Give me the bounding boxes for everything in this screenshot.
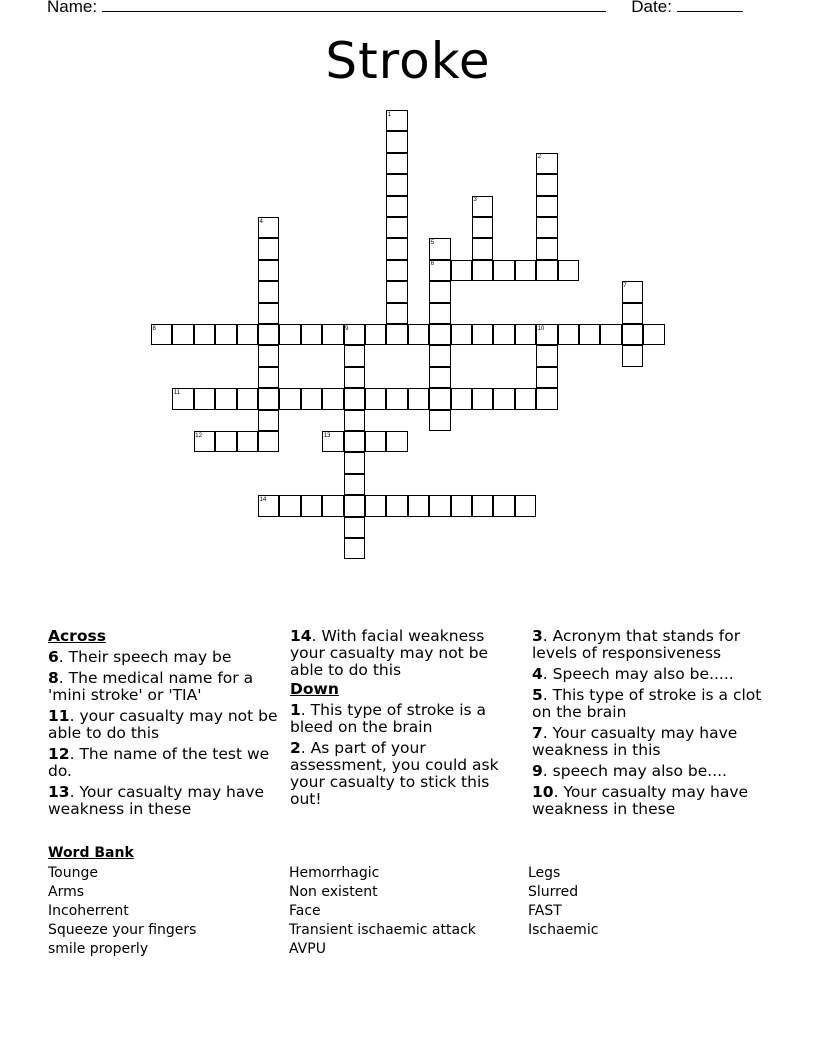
crossword-cell[interactable] (600, 324, 621, 345)
clue-separator: . (69, 783, 80, 801)
clue-number: 4 (532, 665, 543, 683)
clue-number: 2 (290, 739, 301, 757)
clue-number-label: 7 (623, 282, 627, 289)
word-bank-item: Arms (48, 884, 85, 900)
clue-item (48, 708, 278, 742)
crossword-cell[interactable] (258, 238, 279, 259)
clue-separator: . (69, 745, 80, 763)
crossword-cell[interactable] (344, 410, 365, 431)
crossword-cell[interactable] (258, 388, 279, 409)
crossword-cell[interactable] (408, 388, 429, 409)
crossword-cell[interactable] (194, 324, 215, 345)
crossword-cell[interactable] (279, 388, 300, 409)
crossword-cell[interactable] (472, 260, 493, 281)
clue-separator: . (553, 783, 564, 801)
clue-number: 5 (532, 686, 543, 704)
clue-number: 9 (532, 762, 543, 780)
word-bank-item: Tounge (48, 865, 98, 881)
crossword-cell[interactable] (558, 260, 579, 281)
crossword-cell[interactable] (365, 324, 386, 345)
clue-separator: . (69, 707, 80, 725)
clue-number: 12 (48, 745, 70, 763)
crossword-cell[interactable] (344, 538, 365, 559)
clue-separator: . (542, 627, 553, 645)
date-field[interactable] (677, 0, 743, 12)
crossword-cell[interactable] (386, 260, 407, 281)
word-bank-column-2 (289, 864, 476, 959)
crossword-cell[interactable] (536, 238, 557, 259)
crossword-cell[interactable] (472, 388, 493, 409)
clue-number: 6 (48, 648, 59, 666)
clue-text: Their speech may be (68, 648, 232, 666)
crossword-cell[interactable] (365, 431, 386, 452)
crossword-cell[interactable] (622, 324, 643, 345)
clue-separator: . (542, 686, 553, 704)
word-bank-item: smile properly (48, 941, 149, 957)
clue-item (290, 740, 520, 808)
clue-number: 8 (48, 669, 59, 687)
clue-item (532, 725, 762, 759)
crossword-cell[interactable] (451, 495, 472, 516)
word-bank-item: Incoherrent (48, 903, 129, 919)
crossword-cell[interactable] (258, 324, 279, 345)
crossword-cell[interactable] (386, 324, 407, 345)
name-date-line (47, 0, 743, 17)
crossword-cell[interactable] (237, 388, 258, 409)
clue-number-label: 9 (345, 325, 349, 332)
crossword-cell[interactable] (536, 196, 557, 217)
crossword-cell[interactable] (258, 345, 279, 366)
clue-text: speech may also be.... (552, 762, 727, 780)
crossword-cell[interactable] (536, 174, 557, 195)
clues-column-3 (532, 628, 762, 822)
crossword-cell[interactable] (258, 303, 279, 324)
clue-number-label: 12 (195, 432, 202, 439)
date-label: Date: (631, 0, 672, 16)
clue-item (532, 784, 762, 818)
clue-text: Speech may also be..... (552, 665, 734, 683)
crossword-cell[interactable] (472, 238, 493, 259)
crossword-cell[interactable] (536, 388, 557, 409)
crossword-cell[interactable] (515, 324, 536, 345)
clue-text: The name of the test we do. (48, 745, 270, 780)
crossword-cell[interactable] (515, 260, 536, 281)
crossword-cell[interactable] (429, 303, 450, 324)
clue-text: Your casualty may have weakness in this (532, 724, 738, 759)
clue-number-label: 10 (537, 325, 545, 332)
clue-item (532, 763, 762, 780)
clue-number: 13 (48, 783, 70, 801)
crossword-cell[interactable] (344, 495, 365, 516)
crossword-cell[interactable] (344, 517, 365, 538)
word-bank-item: Non existent (289, 884, 378, 900)
crossword-cell[interactable] (194, 388, 215, 409)
clue-number-label: 5 (430, 239, 435, 246)
crossword-cell[interactable] (322, 324, 343, 345)
word-bank-item: FAST (528, 903, 562, 919)
clue-text: Acronym that stands for levels of responsiveness (532, 627, 741, 662)
clue-number-label: 1 (387, 111, 392, 118)
clue-number-label: 2 (537, 154, 542, 161)
clue-number-label: 6 (430, 261, 435, 268)
crossword-cell[interactable] (472, 217, 493, 238)
down-heading: Down (290, 680, 339, 698)
crossword-cell[interactable] (472, 495, 493, 516)
crossword-cell[interactable] (215, 388, 236, 409)
clue-separator: . (300, 701, 311, 719)
clue-item (48, 784, 278, 818)
word-bank-item: Face (289, 903, 321, 919)
word-bank-column-3 (528, 864, 598, 940)
crossword-cell[interactable] (301, 495, 322, 516)
clue-separator: . (542, 724, 553, 742)
crossword-cell[interactable] (515, 495, 536, 516)
word-bank-item: Transient ischaemic attack (289, 922, 476, 938)
crossword-cell[interactable] (493, 388, 514, 409)
crossword-cell[interactable] (386, 388, 407, 409)
clue-number: 1 (290, 701, 301, 719)
crossword-cell[interactable] (279, 495, 300, 516)
crossword-cell[interactable] (408, 495, 429, 516)
clue-item (290, 702, 520, 736)
word-bank-item: Slurred (528, 884, 579, 900)
clue-number-label: 8 (152, 325, 156, 332)
crossword-cell[interactable] (215, 431, 236, 452)
crossword-cell[interactable] (386, 196, 407, 217)
crossword-cell[interactable] (344, 474, 365, 495)
word-bank-item: Legs (528, 865, 561, 881)
clue-number: 11 (48, 707, 70, 725)
clue-number-label: 4 (259, 218, 263, 225)
clue-number: 7 (532, 724, 543, 742)
crossword-cell[interactable] (429, 367, 450, 388)
crossword-cell[interactable] (258, 260, 279, 281)
clue-text: With facial weakness your casualty may not be able to do this (290, 627, 489, 679)
word-bank-item: Ischaemic (528, 922, 599, 938)
crossword-cell[interactable] (386, 303, 407, 324)
crossword-cell[interactable] (643, 324, 664, 345)
clue-item (290, 628, 520, 679)
crossword-cell[interactable] (386, 431, 407, 452)
clue-text: The medical name for a 'mini stroke' or 'TIA' (48, 669, 254, 704)
crossword-cell[interactable] (493, 324, 514, 345)
clue-text: This type of stroke is a bleed on the brain (290, 701, 487, 736)
crossword-cell[interactable] (258, 431, 279, 452)
clue-separator: . (311, 627, 322, 645)
crossword-cell[interactable] (386, 174, 407, 195)
crossword-cell[interactable] (279, 324, 300, 345)
crossword-cell[interactable] (451, 260, 472, 281)
crossword-cell[interactable] (558, 324, 579, 345)
clue-item (48, 649, 278, 666)
crossword-cell[interactable] (386, 495, 407, 516)
crossword-cell[interactable] (386, 281, 407, 302)
clue-item (532, 666, 762, 683)
clue-number-label: 14 (259, 496, 267, 503)
crossword-cell[interactable] (322, 495, 343, 516)
clue-separator: . (58, 669, 69, 687)
crossword-cell[interactable] (472, 324, 493, 345)
name-field[interactable] (102, 0, 606, 12)
clue-item (48, 746, 278, 780)
clue-number-label: 11 (173, 389, 181, 396)
crossword-cell[interactable] (408, 324, 429, 345)
crossword-cell[interactable] (365, 495, 386, 516)
crossword-cell[interactable] (622, 303, 643, 324)
word-bank-item: AVPU (289, 941, 326, 957)
crossword-cell[interactable] (493, 260, 514, 281)
crossword-cell[interactable] (451, 388, 472, 409)
crossword-cell[interactable] (365, 388, 386, 409)
crossword-cell[interactable] (237, 324, 258, 345)
crossword-cell[interactable] (536, 260, 557, 281)
crossword-cell[interactable] (344, 452, 365, 473)
word-bank-item: Squeeze your fingers (48, 922, 197, 938)
clues-column-2 (290, 628, 520, 812)
crossword-cell[interactable] (515, 388, 536, 409)
clue-number: 10 (532, 783, 554, 801)
clue-item (532, 687, 762, 721)
crossword-cell[interactable] (429, 324, 450, 345)
clue-separator: . (542, 762, 553, 780)
clue-number: 3 (532, 627, 543, 645)
crossword-cell[interactable] (579, 324, 600, 345)
crossword-cell[interactable] (622, 345, 643, 366)
crossword-cell[interactable] (258, 281, 279, 302)
crossword-cell[interactable] (429, 345, 450, 366)
clue-number-label: 13 (323, 432, 331, 439)
clue-number: 14 (290, 627, 312, 645)
crossword-cell[interactable] (258, 367, 279, 388)
clue-text: Your casualty may have weakness in these (532, 783, 749, 818)
crossword-cell[interactable] (344, 388, 365, 409)
clue-item (532, 628, 762, 662)
clue-text: This type of stroke is a clot on the brain (532, 686, 762, 721)
crossword-cell[interactable] (386, 153, 407, 174)
clue-number-label: 3 (473, 197, 477, 204)
clue-text: Your casualty may have weakness in these (48, 783, 265, 818)
crossword-cell[interactable] (237, 431, 258, 452)
crossword-cell[interactable] (215, 324, 236, 345)
word-bank-item: Hemorrhagic (289, 865, 380, 881)
clue-separator: . (58, 648, 69, 666)
crossword-cell[interactable] (429, 388, 450, 409)
crossword-cell[interactable] (536, 217, 557, 238)
clue-separator: . (542, 665, 553, 683)
clue-separator: . (300, 739, 311, 757)
crossword-cell[interactable] (536, 367, 557, 388)
crossword-cell[interactable] (258, 410, 279, 431)
name-label: Name: (47, 0, 98, 16)
clue-item (48, 670, 278, 704)
word-bank-heading: Word Bank (48, 845, 134, 861)
clue-text: As part of your assessment, you could ask your casualty to stick this out! (290, 739, 499, 808)
crossword-cell[interactable] (429, 410, 450, 431)
crossword-cell[interactable] (429, 281, 450, 302)
crossword-cell[interactable] (536, 345, 557, 366)
across-heading: Across (48, 627, 106, 645)
crossword-cell[interactable] (344, 367, 365, 388)
crossword-cell[interactable] (301, 324, 322, 345)
crossword-cell[interactable] (301, 388, 322, 409)
crossword-cell[interactable] (344, 345, 365, 366)
crossword-cell[interactable] (344, 431, 365, 452)
crossword-cell[interactable] (386, 217, 407, 238)
crossword-cell[interactable] (386, 131, 407, 152)
crossword-cell[interactable] (493, 495, 514, 516)
crossword-cell[interactable] (429, 495, 450, 516)
crossword-cell[interactable] (451, 324, 472, 345)
crossword-cell[interactable] (386, 238, 407, 259)
crossword-cell[interactable] (322, 388, 343, 409)
word-bank-column-1 (48, 864, 196, 959)
clues-column-1 (48, 628, 278, 822)
crossword-cell[interactable] (172, 324, 193, 345)
page-title: Stroke (325, 32, 491, 90)
clue-text: your casualty may not be able to do this (48, 707, 278, 742)
